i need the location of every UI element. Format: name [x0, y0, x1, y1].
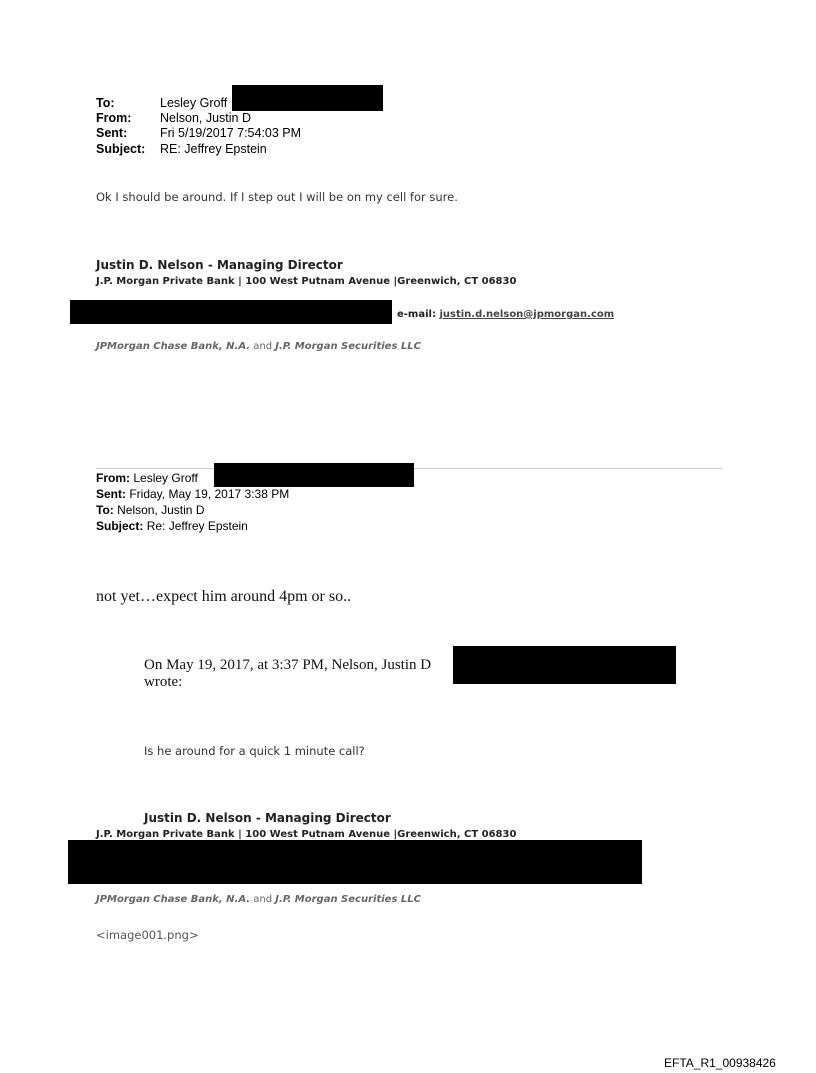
quoted-subject-label: Subject:: [96, 519, 144, 533]
to-label: To:: [96, 96, 115, 110]
to-value: Lesley Groff: [160, 96, 228, 110]
quoted-body: Is he around for a quick 1 minute call?: [144, 744, 365, 758]
quoted-legal-and: and: [253, 894, 273, 905]
subject-value: RE: Jeffrey Epstein: [160, 142, 267, 156]
legal-entity-1: JPMorgan Chase Bank, N.A.: [96, 341, 251, 352]
legal-entities: [96, 341, 421, 352]
quote-intro: On May 19, 2017, at 3:37 PM, Nelson, Justin D: [144, 657, 432, 673]
quoted-to-label: To:: [96, 503, 114, 517]
signature-email-row: [397, 309, 614, 320]
email-label: e-mail:: [397, 309, 436, 320]
quoted-subject-value: Re: Jeffrey Epstein: [146, 519, 248, 533]
quoted-sent-row: [96, 486, 289, 502]
quoted-to-row: [96, 502, 289, 518]
redaction-box: [214, 463, 414, 487]
document-id: EFTA_R1_00938426: [664, 1056, 776, 1070]
from-label: From:: [96, 111, 132, 125]
redaction-box: [453, 646, 676, 684]
email-body: Ok I should be around. If I step out I will be on my cell for sure.: [96, 190, 458, 204]
quoted-legal-entity-1: JPMorgan Chase Bank, N.A.: [96, 894, 251, 905]
quoted-legal-entity-2: J.P. Morgan Securities LLC: [275, 894, 421, 905]
subject-label: Subject:: [96, 142, 146, 156]
redaction-box: [68, 840, 642, 884]
quoted-subject-row: [96, 518, 289, 534]
quoted-to-value: Nelson, Justin D: [117, 503, 205, 517]
email-link[interactable]: justin.d.nelson@jpmorgan.com: [439, 309, 615, 320]
redaction-box: [70, 300, 392, 324]
quoted-signature-name: Justin D. Nelson - Managing Director: [144, 811, 391, 825]
from-value: Nelson, Justin D: [160, 111, 252, 125]
sent-label: Sent:: [96, 126, 128, 140]
reply-body: not yet…expect him around 4pm or so..: [96, 588, 352, 605]
sent-value: Fri 5/19/2017 7:54:03 PM: [160, 126, 302, 140]
quoted-from-value: Lesley Groff: [133, 471, 198, 485]
quoted-legal-entities: [96, 894, 421, 905]
legal-and: and: [253, 341, 273, 352]
quote-intro-wrote: wrote:: [144, 674, 183, 690]
quoted-from-label: From:: [96, 471, 130, 485]
legal-entity-2: J.P. Morgan Securities LLC: [275, 341, 421, 352]
redaction-box: [232, 85, 383, 111]
quoted-signature-address: J.P. Morgan Private Bank | 100 West Putnam Avenue |Greenwich, CT 06830: [96, 829, 517, 840]
attachment-placeholder: <image001.png>: [96, 928, 199, 942]
quoted-sent-value: Friday, May 19, 2017 3:38 PM: [129, 487, 290, 501]
quoted-sent-label: Sent:: [96, 487, 126, 501]
signature-name: Justin D. Nelson - Managing Director: [96, 258, 343, 272]
signature-address: J.P. Morgan Private Bank | 100 West Putnam Avenue |Greenwich, CT 06830: [96, 276, 517, 287]
